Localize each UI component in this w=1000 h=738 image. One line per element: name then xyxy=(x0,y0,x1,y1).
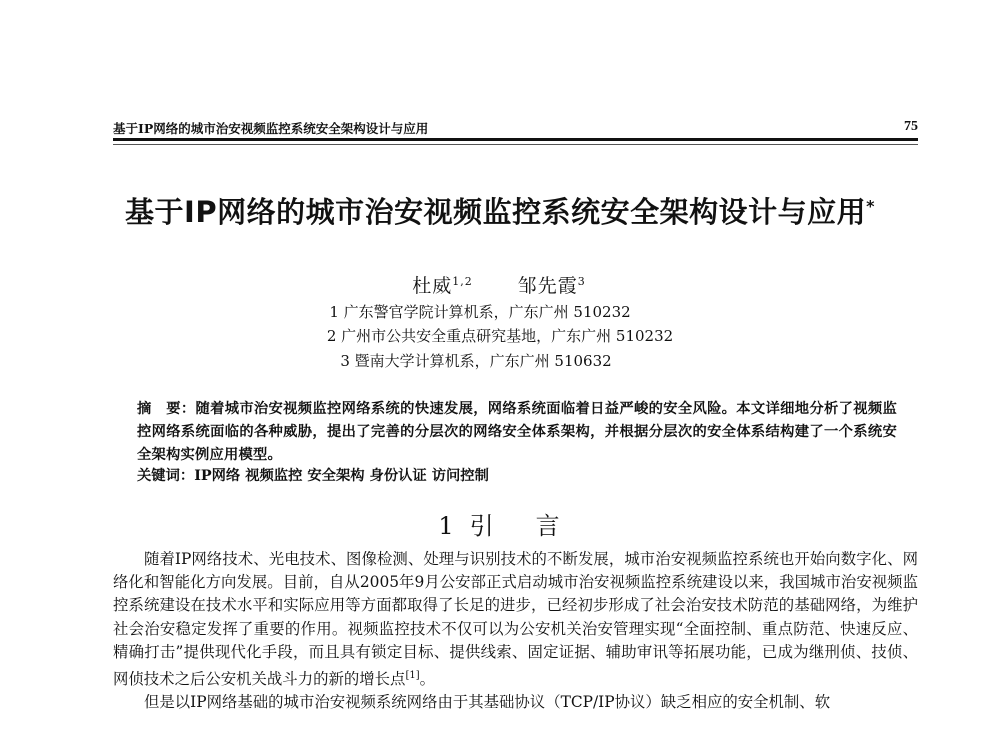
paper-title-text: 基于IP网络的城市治安视频监控系统安全架构设计与应用 xyxy=(125,195,867,229)
author-affiliation-mark: 1,2 xyxy=(452,274,473,288)
keywords xyxy=(137,465,897,488)
title-footnote-mark: * xyxy=(866,196,875,216)
paragraph xyxy=(113,548,918,691)
page-number: 75 xyxy=(904,119,918,134)
affiliation: 2 广州市公共安全重点研究基地，广东广州 510232 xyxy=(326,327,674,345)
running-head xyxy=(113,117,918,139)
author-affiliation-mark: 3 xyxy=(577,274,586,288)
author-name: 邹先霞 xyxy=(517,275,578,297)
section-title-part: 言 xyxy=(535,512,562,540)
paper-title xyxy=(0,190,1000,231)
paragraph-text: 随着IP网络技术、光电技术、图像检测、处理与识别技术的不断发展，城市治安视频监控系统也开始向数字化、网络化和智能化方向发展。目前，自从2005年9月公安部正式启动城市治安视频监控系统建设以来，我国城市治安视频监控系统建设在技术水平和实际应用等方面都取得了长足的进步，已经初步形成了社会治安技术防范的基础网络，为维护社会治安稳定发挥了重要的作用。视频监控技术不仅可以为公安机关治安管理实现“全面控制、重点防范、快速反应、精确打击”提供现代化手段，而且具有锁定目标、提供线索、固定证据、辅助审讯等拓展功能，已成为继刑侦、技侦、网侦技术之后公安机关战斗力的新的增长点 xyxy=(113,550,918,689)
running-head-title: 基于IP网络的城市治安视频监控系统安全架构设计与应用 xyxy=(113,121,429,136)
author xyxy=(518,275,588,297)
abstract-label: 摘 要： xyxy=(137,401,196,417)
abstract xyxy=(137,398,897,467)
paragraph xyxy=(113,691,918,714)
author-name: 杜威 xyxy=(412,275,453,297)
author-list xyxy=(0,271,1000,298)
section-heading xyxy=(0,506,1000,541)
section-title-part: 引 xyxy=(469,512,496,540)
paragraph-end: 。 xyxy=(419,670,436,689)
citation-ref: [1] xyxy=(405,670,420,682)
keywords-text: IP网络 视频监控 安全架构 身份认证 访问控制 xyxy=(194,468,489,484)
keywords-label: 关键词： xyxy=(137,468,195,484)
abstract-text: 随着城市治安视频监控网络系统的快速发展，网络系统面临着日益严峻的安全风险。本文详细地分析了视频监控网络系统面临的各种威胁，提出了完善的分层次的网络安全体系架构，并根据分层次的安全体系结构建了一个系统安全架构实例应用模型。 xyxy=(137,401,897,463)
paragraph-text: 但是以IP网络基础的城市治安视频系统网络由于其基础协议（TCP/IP协议）缺乏相应的安全机制、软 xyxy=(144,693,831,712)
affiliation: 1 广东警官学院计算机系，广东广州 510232 xyxy=(329,303,631,321)
author xyxy=(412,275,475,297)
header-rule-thin xyxy=(113,144,918,145)
header-rule-thick xyxy=(113,138,918,141)
affiliation: 3 暨南大学计算机系，广东广州 510632 xyxy=(340,352,612,370)
section-number: 1 xyxy=(438,512,456,540)
body-text xyxy=(113,548,918,715)
